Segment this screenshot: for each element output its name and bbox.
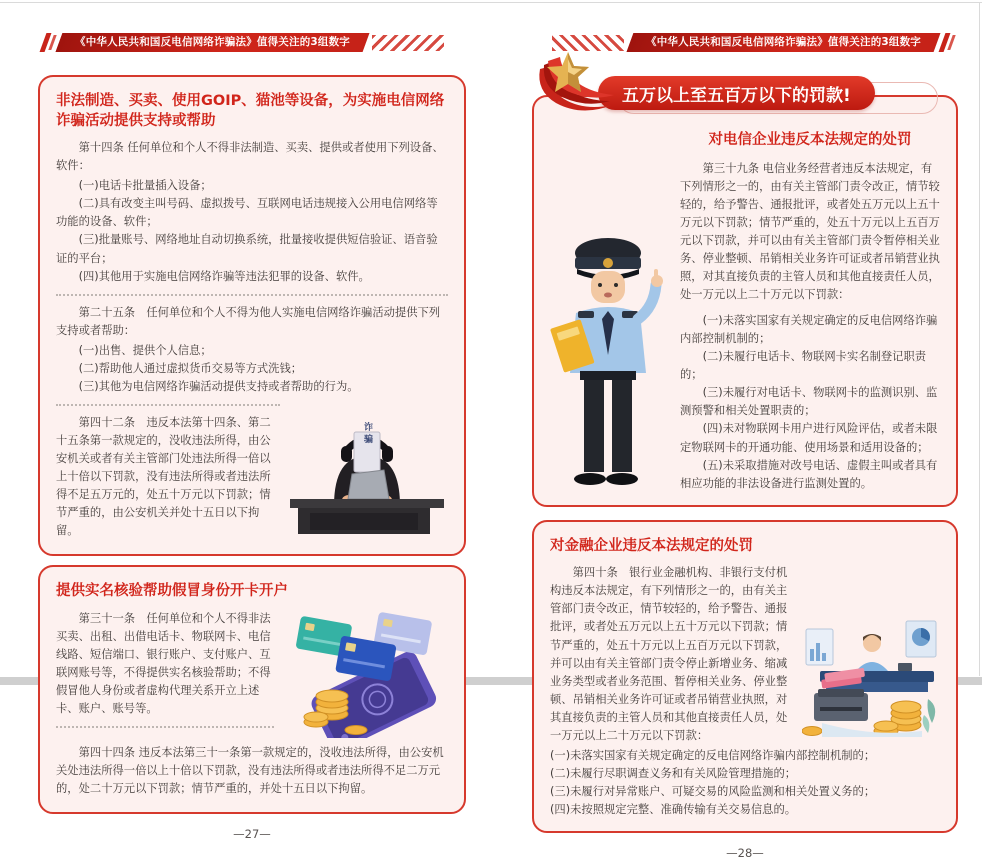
- dotted-divider: [56, 294, 448, 296]
- article-40-item: (一)未落实国家有关规定确定的反电信网络诈骗内部控制机制的；: [550, 748, 876, 762]
- banner-text: 五万以上至五百万以下的罚款!: [622, 85, 851, 106]
- dotted-divider: [56, 726, 274, 728]
- left-page: [38, 33, 466, 841]
- article-14-item: (一)电话卡批量插入设备；: [78, 179, 212, 193]
- double-slash-icon: [942, 33, 953, 52]
- page-top-rule: [0, 2, 982, 3]
- lawbox-title: 提供实名核验帮助假冒身份开卡开户: [56, 583, 288, 600]
- right-lawbox-finance: [532, 520, 958, 833]
- left-running-header: [38, 33, 466, 52]
- running-header-bar: [627, 33, 941, 52]
- article-40: 第四十条 银行业金融机构、非银行支付机构违反本法规定，有下列情形之一的，由有关主管部门责令改正，情节较轻的，给予警告、通报批评，或者处五万元以上五十万元以下罚款；情节严重的，处五十万元以上五百万元以下罚款，并可以由有关主管部门责令停止新增业务、缩减业务类型或者业务范围、暂停相关业务、停业整顿、吊销相关业务许可证或者吊销营业执照，对其直接负责的主管人员和其他直接责任人员，处一万元以上二十万元以下罚款：: [550, 566, 788, 742]
- running-header-text: 《中华人民共和国反电信网络诈骗法》值得关注的3组数字: [75, 36, 351, 48]
- article-40-item: (四)未按照规定完整、准确传输有关交易信息的。: [550, 803, 797, 817]
- article-42: 第四十二条 违反本法第十四条、第二十五条第一款规定的，没收违法所得，由公安机关或者有关主管部门处违法所得一倍以上十倍以下罚款，没有违法所得或者违法所得不足五万元的，处五十万元以下罚款；情节严重的，由公安机关并处十五日以下拘留。: [56, 415, 271, 538]
- banner-pill: [598, 76, 875, 110]
- article-25-item: (一)出售、提供个人信息；: [78, 343, 212, 357]
- article-39-item: (五)未采取措施对改号电话、虚假主叫或者具有相应功能的非法设备进行监测处置的。: [680, 458, 938, 490]
- article-39: 第三十九条 电信业务经营者违反本法规定，有下列情形之一的，由有关主管部门责令改正，情节较轻的，给予警告、通报批评，或者处五万元以上五十万元以下罚款；情节严重的，处五十万元以上五百万元以下罚款，并可以由有关主管部门责令暂停相关业务、停业整顿、吊销相关业务许可证或者吊销营业执照，对其直接负责的主管人员和其他直接责任人员，处一万元以上二十万元以下罚款：: [680, 161, 940, 301]
- article-25-item: (三)其他为电信网络诈骗活动提供支持或者帮助的行为。: [78, 379, 359, 393]
- left-lawbox-realname: [38, 565, 466, 814]
- page-right-rule: [979, 2, 980, 676]
- left-page-number: —27—: [233, 827, 271, 842]
- article-31: 第三十一条 任何单位和个人不得非法买卖、出租、出借电话卡、物联网卡、电信线路、短信端口、银行账户、支付账户、互联网账号等，不得提供实名核验帮助；不得假冒他人身份或者虚构代理关系开立上述卡、账户、账号等。: [56, 611, 271, 716]
- article-25-item: (二)帮助他人通过虚拟货币交易等方式洗钱；: [78, 361, 303, 375]
- right-lawbox-telecom: [532, 95, 958, 507]
- article-39-item: (一)未落实国家有关规定确定的反电信网络诈骗内部控制机制的；: [680, 314, 938, 346]
- gold-star-ribbon-icon: [534, 51, 620, 117]
- bank-teller-counter-illustration: [802, 619, 940, 747]
- article-40-item: (二)未履行尽职调查义务和有关风险管理措施的；: [550, 766, 797, 780]
- article-39-item: (二)未履行电话卡、物联网卡实名制登记职责的；: [680, 350, 927, 382]
- lawbox-title: 对电信企业违反本法规定的处罚: [708, 132, 912, 148]
- fraudster-at-desk-illustration: [286, 414, 448, 542]
- left-lawbox-devices: [38, 75, 466, 556]
- right-page-number: —28—: [726, 846, 764, 860]
- article-39-item: (三)未履行对电话卡、物联网卡的监测识别、监测预警和相关处置职责的；: [680, 386, 938, 418]
- diagonal-stripes-icon: [552, 35, 624, 51]
- article-25: 第二十五条 任何单位和个人不得为他人实施电信网络诈骗活动提供下列支持或者帮助：: [56, 305, 441, 337]
- article-14: 第十四条 任何单位和个人不得非法制造、买卖、提供或者使用下列设备、软件：: [56, 141, 444, 173]
- diagonal-stripes-icon: [372, 35, 444, 51]
- running-header-text: 《中华人民共和国反电信网络诈骗法》值得关注的3组数字: [645, 36, 921, 48]
- lawbox-title: 非法制造、买卖、使用GOIP、猫池等设备，为实施电信网络诈骗活动提供支持或帮助: [56, 93, 445, 129]
- article-44: 第四十四条 违反本法第三十一条第一款规定的，没收违法所得，由公安机关处违法所得一倍以上十倍以下罚款，没有违法所得或者违法所得不足二万元的，处二十万元以下罚款；情节严重的，并处十五日以下拘留。: [56, 746, 444, 796]
- article-14-item: (二)具有改变主叫号码、虚拟拨号、互联网电话违规接入公用电信网络等功能的设备、软件；: [56, 197, 438, 229]
- dotted-divider: [56, 404, 280, 406]
- article-14-item: (三)批量账号、网络地址自动切换系统，批量接收提供短信验证、语音验证的平台；: [56, 233, 438, 265]
- article-14-item: (四)其他用于实施电信网络诈骗等违法犯罪的设备、软件。: [78, 269, 370, 283]
- police-officer-illustration: [550, 227, 672, 493]
- right-page: [532, 33, 958, 860]
- penalty-banner: [532, 55, 958, 117]
- running-header-bar: [56, 33, 370, 52]
- double-slash-icon: [43, 33, 54, 52]
- bank-cards-phone-coins-illustration: [280, 610, 448, 744]
- article-39-item: (四)未对物联网卡用户进行风险评估，或者未限定物联网卡的开通功能、使用场景和适用设备的；: [680, 422, 938, 454]
- fraud-mask-label: 诈骗: [362, 422, 372, 447]
- right-running-header: [532, 33, 958, 52]
- article-40-item: (三)未履行对异常账户、可疑交易的风险监测和相关处置义务的；: [550, 785, 876, 798]
- lawbox-title: 对金融企业违反本法规定的处罚: [550, 537, 753, 554]
